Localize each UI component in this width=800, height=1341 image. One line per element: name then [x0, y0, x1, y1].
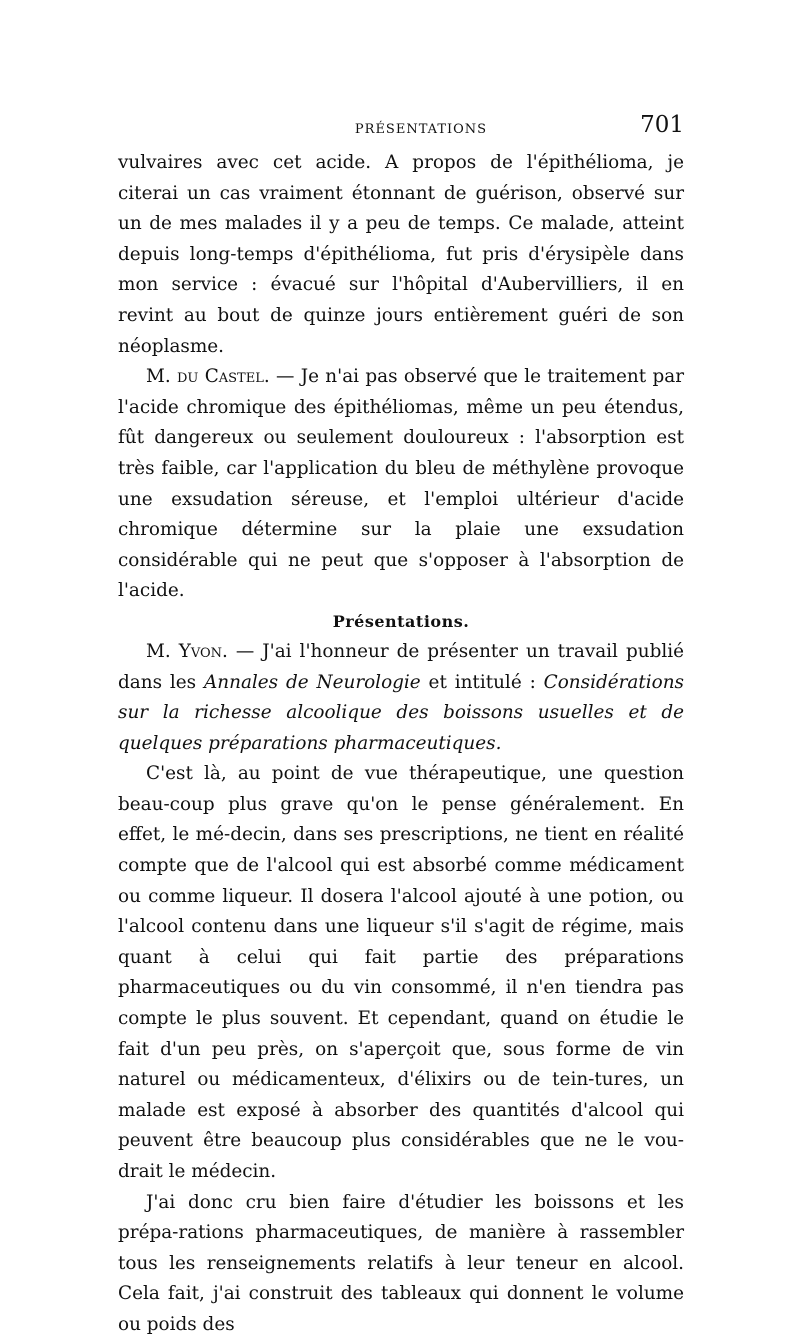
paragraph-tables: J'ai donc cru bien faire d'étudier les boissons et les prépa-rations pharmaceutiques, de manière à rassembler tous les renseignements relatifs à leur teneur en alcool. Cela fait, j'ai construit des tableaux qui donnent le volume ou poids des — [118, 1191, 684, 1335]
page-number: 701 — [640, 112, 684, 138]
running-header — [118, 112, 684, 148]
paragraph-therapeutic: C'est là, au point de vue thérapeutique, une question beau-coup plus grave qu'on le pense généralement. En effet, le mé-decin, dans ses prescriptions, ne tient en réalité compte que de l'alcool qui est absorbé comme médicament ou comme liqueur. Il dosera l'alcool ajouté à une potion, ou l'alcool contenu dans une liqueur s'il s'agit de régime, mais quant à celui qui fait partie des préparations pharmaceutiques ou du vin consommé, il n'en tiendra pas compte le plus souvent. Et cependant, quand on étudie le fait d'un peu près, on s'aperçoit que, sous forme de vin naturel ou médicamenteux, d'élixirs ou de tein-tures, un malade est exposé à absorber des quantités d'alcool qui peuvent être beaucoup plus considérables que ne le vou-drait le médecin. — [118, 763, 684, 1182]
section-heading: Présentations. — [332, 611, 470, 631]
speaker-prefix: M. — [146, 640, 179, 662]
speaker-name: Yvon. — [178, 640, 228, 662]
running-title: PRÉSENTATIONS — [354, 122, 488, 137]
work-title: Considérations sur la richesse alcoolique des boissons usuelles et de quelques préparations pharmaceutiques. — [118, 671, 684, 754]
speaker-prefix: M. — [146, 366, 177, 388]
paragraph-continuation: vulvaires avec cet acide. A propos de l'épithélioma, je citerai un cas vraiment étonnant de guérison, observé sur un de mes malades il y a peu de temps. Ce malade, atteint depuis long-temps d'épithélioma, fut pris d'érysipèle dans mon service : évacué sur l'hôpital d'Aubervilliers, il en revint au bout de quinze jours entièrement guéri de son néoplasme. — [118, 152, 684, 357]
paragraph-du-castel — [118, 362, 684, 607]
paragraph-text: — Je n'ai pas observé que le traitement par l'acide chromique des épithéliomas, même un peu étendus, fût dangereux ou seulement douloureux : l'absorption est très faible, car l'application du bleu de méthylène provoque une exsudation séreuse, et l'emploi ultérieur d'acide chromique détermine sur la plaie une exsudation considérable qui ne peut que s'opposer à l'absorption de l'acide. — [118, 366, 684, 602]
paragraph-text: et intitulé : — [420, 671, 544, 693]
paragraph-text: — J'ai l'honneur de présenter un travail publié dans les — [118, 640, 684, 693]
paragraph-yvon — [118, 637, 684, 759]
speaker-name: du Castel. — [177, 366, 270, 388]
book-page — [118, 112, 684, 1341]
journal-title: Annales de Neurologie — [203, 671, 421, 693]
